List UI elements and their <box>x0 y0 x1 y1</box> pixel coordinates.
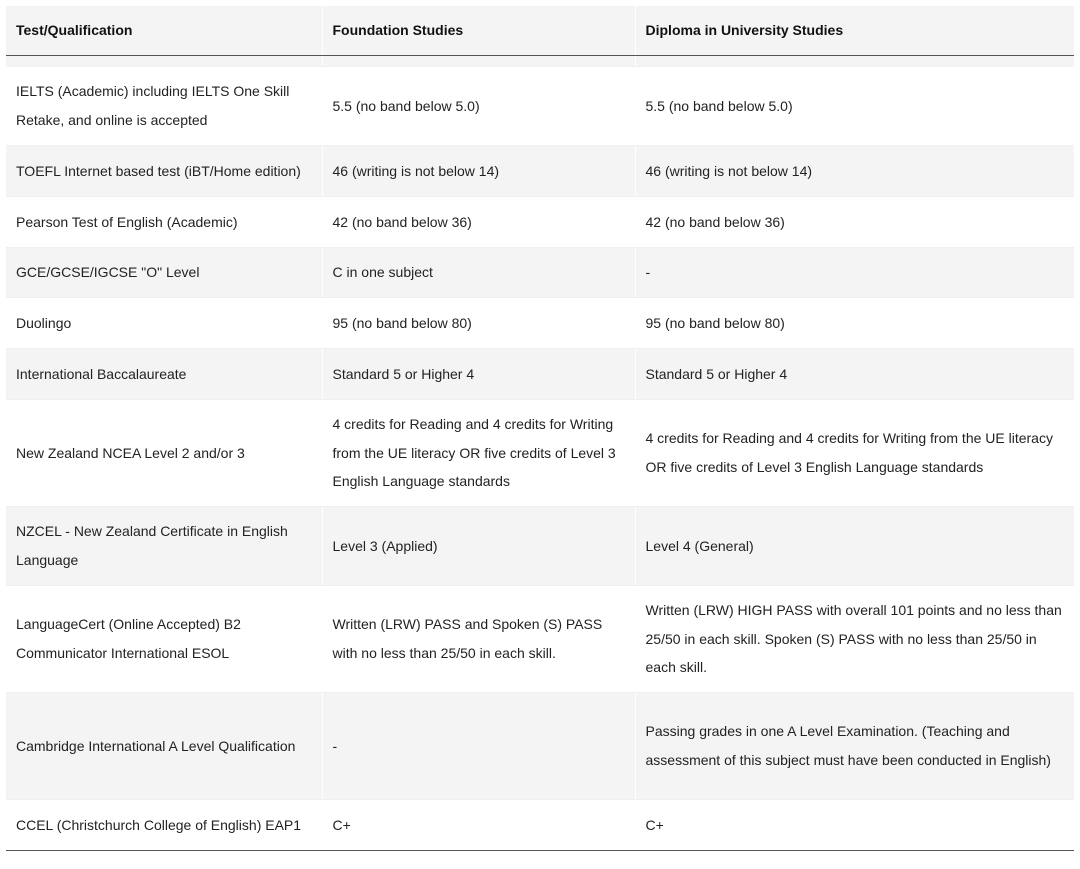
header-test-qualification: Test/Qualification <box>6 6 322 56</box>
english-requirements-table <box>6 6 1074 851</box>
header-diploma-university-studies: Diploma in University Studies <box>635 6 1074 56</box>
cell-test: GCE/GCSE/IGCSE "O" Level <box>6 248 322 298</box>
cell-test: IELTS (Academic) including IELTS One Skill Retake, and online is accepted <box>6 67 322 146</box>
cell-foundation: 42 (no band below 36) <box>322 197 635 248</box>
cell-foundation: Level 3 (Applied) <box>322 507 635 586</box>
table-row <box>6 349 1074 400</box>
cell-foundation: - <box>322 693 635 800</box>
table-row <box>6 693 1074 800</box>
cell-foundation: C in one subject <box>322 248 635 298</box>
cell-diploma: Passing grades in one A Level Examination. (Teaching and assessment of this subject must have been conducted in English) <box>635 693 1074 800</box>
cell-foundation: C+ <box>322 800 635 851</box>
cell-test: International Baccalaureate <box>6 349 322 400</box>
header-foundation-studies: Foundation Studies <box>322 6 635 56</box>
table-row <box>6 400 1074 507</box>
table-spacer-row <box>6 56 1074 67</box>
cell-foundation: 95 (no band below 80) <box>322 298 635 349</box>
cell-test: NZCEL - New Zealand Certificate in English Language <box>6 507 322 586</box>
cell-diploma: Level 4 (General) <box>635 507 1074 586</box>
cell-diploma: - <box>635 248 1074 298</box>
cell-test: LanguageCert (Online Accepted) B2 Communicator International ESOL <box>6 586 322 693</box>
cell-test: TOEFL Internet based test (iBT/Home edition) <box>6 146 322 197</box>
table-row <box>6 507 1074 586</box>
cell-foundation: Written (LRW) PASS and Spoken (S) PASS with no less than 25/50 in each skill. <box>322 586 635 693</box>
table-row <box>6 298 1074 349</box>
table-row <box>6 197 1074 248</box>
cell-test: Pearson Test of English (Academic) <box>6 197 322 248</box>
table-header-row <box>6 6 1074 56</box>
requirements-table-container <box>6 6 1074 851</box>
table-row <box>6 586 1074 693</box>
cell-diploma: C+ <box>635 800 1074 851</box>
cell-diploma: 95 (no band below 80) <box>635 298 1074 349</box>
table-row <box>6 146 1074 197</box>
cell-diploma: 46 (writing is not below 14) <box>635 146 1074 197</box>
cell-diploma: Written (LRW) HIGH PASS with overall 101 points and no less than 25/50 in each skill. Spoken (S) PASS with no less than 25/50 in each skill. <box>635 586 1074 693</box>
table-row <box>6 67 1074 146</box>
cell-test: Duolingo <box>6 298 322 349</box>
table-row <box>6 248 1074 298</box>
cell-test: CCEL (Christchurch College of English) EAP1 <box>6 800 322 851</box>
cell-diploma: 42 (no band below 36) <box>635 197 1074 248</box>
cell-foundation: Standard 5 or Higher 4 <box>322 349 635 400</box>
table-row <box>6 800 1074 851</box>
cell-test: New Zealand NCEA Level 2 and/or 3 <box>6 400 322 507</box>
cell-diploma: 5.5 (no band below 5.0) <box>635 67 1074 146</box>
cell-diploma: 4 credits for Reading and 4 credits for Writing from the UE literacy OR five credits of Level 3 English Language standards <box>635 400 1074 507</box>
cell-foundation: 46 (writing is not below 14) <box>322 146 635 197</box>
cell-foundation: 5.5 (no band below 5.0) <box>322 67 635 146</box>
cell-foundation: 4 credits for Reading and 4 credits for Writing from the UE literacy OR five credits of Level 3 English Language standards <box>322 400 635 507</box>
cell-diploma: Standard 5 or Higher 4 <box>635 349 1074 400</box>
cell-test: Cambridge International A Level Qualification <box>6 693 322 800</box>
